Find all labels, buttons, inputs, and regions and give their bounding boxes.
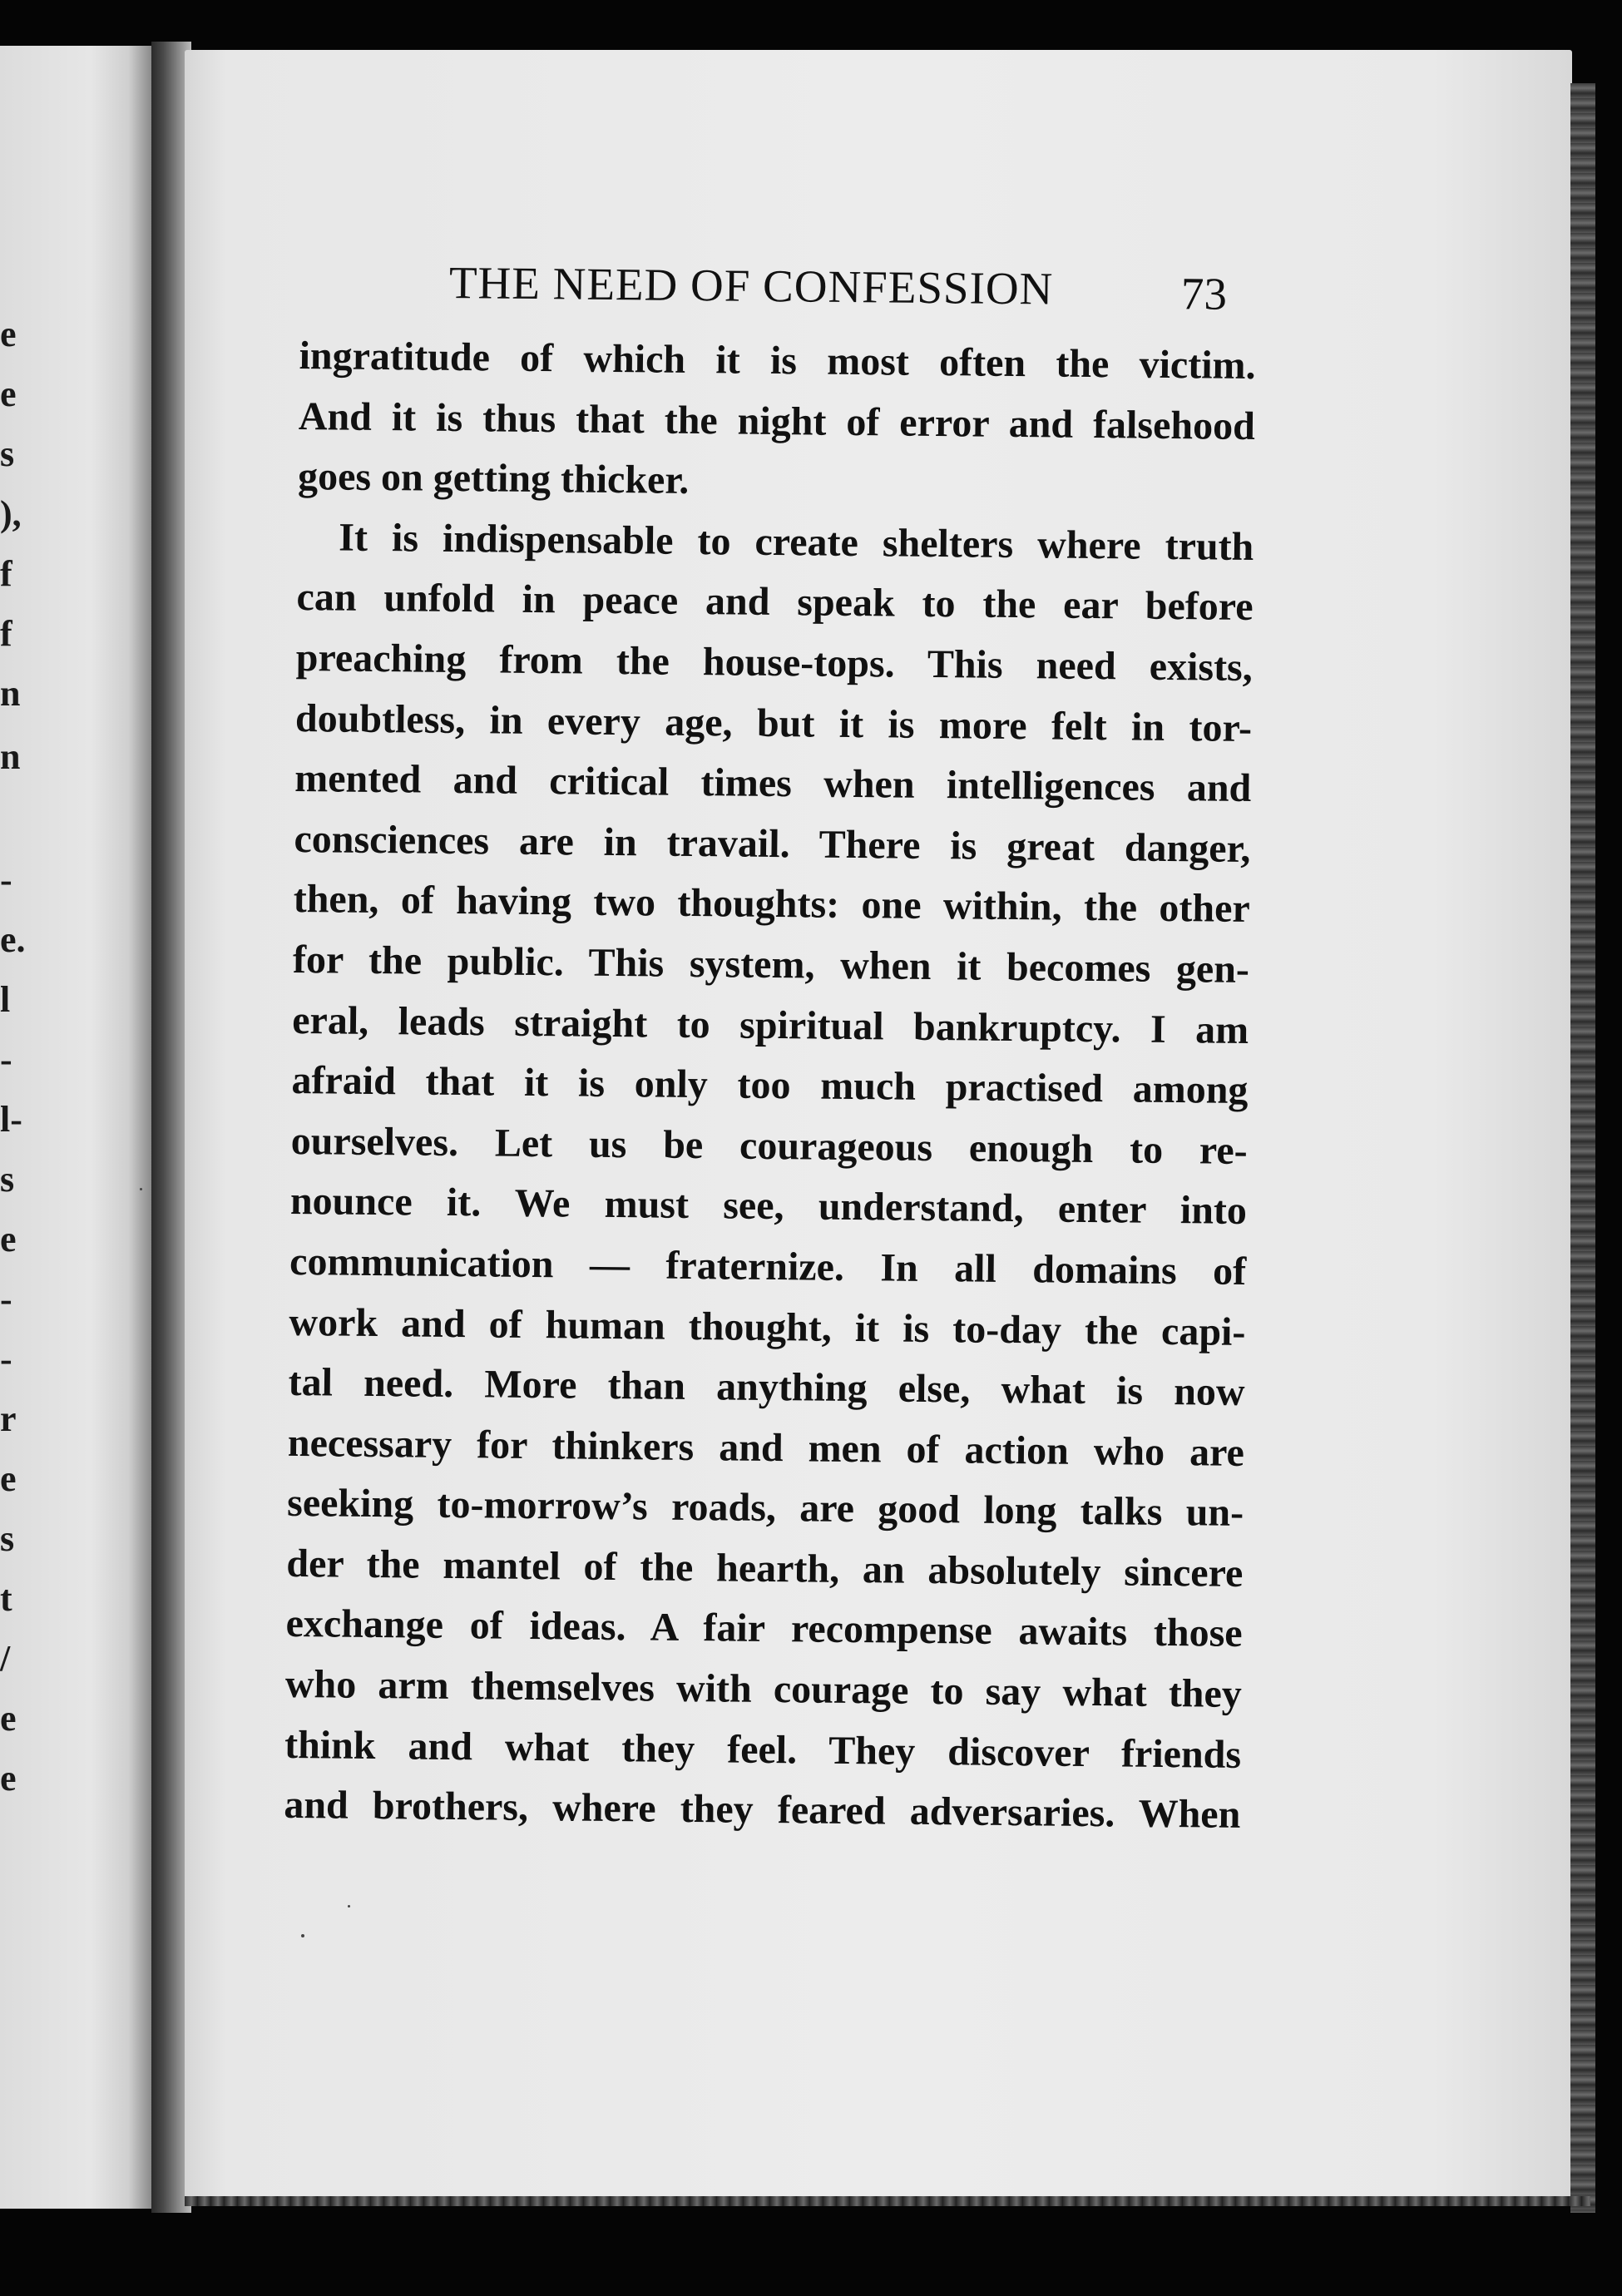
left-fragment: r bbox=[0, 1398, 17, 1439]
text-line: consciences are in travail. There is great danger, bbox=[294, 816, 1251, 871]
text-line: goes on getting thicker. bbox=[297, 454, 690, 503]
left-fragment: e. bbox=[0, 919, 26, 960]
text-line: for the public. This system, when it becomes gen- bbox=[292, 937, 1250, 992]
text-line: ingratitude of which it is most often the victim. bbox=[299, 333, 1256, 388]
bottom-page-edge bbox=[185, 2196, 1590, 2206]
text-line: who arm themselves with courage to say what they bbox=[284, 1661, 1243, 1717]
left-fragment: / bbox=[0, 1638, 11, 1679]
scan-speck bbox=[301, 1934, 304, 1937]
left-fragment: e bbox=[0, 1219, 17, 1259]
text-line: work and of human thought, it is to-day the capi- bbox=[289, 1299, 1246, 1354]
scan-speck bbox=[140, 1188, 142, 1190]
text-line: nounce it. We must see, understand, enter into bbox=[289, 1179, 1248, 1234]
left-fragment: e bbox=[0, 1758, 17, 1799]
text-line: necessary for thinkers and men of action who are bbox=[287, 1420, 1245, 1475]
left-fragment: - bbox=[0, 1279, 12, 1319]
text-line: ourselves. Let us be courageous enough to re- bbox=[290, 1118, 1248, 1173]
text-line: der the mantel of the hearth, an absolutely sincere bbox=[286, 1541, 1244, 1596]
text-line: exchange of ideas. A fair recompense awaits those bbox=[285, 1601, 1243, 1656]
text-line: think and what they feel. They discover friends bbox=[284, 1722, 1242, 1777]
running-head bbox=[449, 256, 1265, 323]
left-fragment: e bbox=[0, 1458, 17, 1499]
text-line: preaching from the house-tops. This need exists, bbox=[295, 635, 1254, 690]
text-line: then, of having two thoughts: one within, the other bbox=[293, 877, 1251, 932]
text-line: and brothers, where they feared adversaries. When bbox=[284, 1783, 1241, 1838]
left-fragment: s bbox=[0, 1159, 15, 1200]
left-fragment: n bbox=[0, 736, 21, 777]
text-line: doubtless, in every age, but it is more felt in tor- bbox=[294, 695, 1253, 750]
scan-speck bbox=[348, 1905, 350, 1908]
left-fragment: s bbox=[0, 433, 15, 474]
text-line: communication — fraternize. In all domains of bbox=[289, 1239, 1247, 1294]
left-fragment: e bbox=[0, 1698, 17, 1739]
text-line: mented and critical times when intelligences and bbox=[294, 756, 1252, 811]
text-line: can unfold in peace and speak to the ear before bbox=[296, 575, 1254, 630]
left-fragment: - bbox=[0, 859, 12, 900]
text-line: tal need. More than anything else, what is now bbox=[288, 1360, 1245, 1415]
left-fragment: e bbox=[0, 374, 17, 414]
left-fragment: l- bbox=[0, 1099, 22, 1140]
text-line: afraid that it is only too much practised among bbox=[291, 1058, 1249, 1113]
page-number: 73 bbox=[1180, 268, 1228, 319]
left-fragment: f bbox=[0, 553, 12, 594]
left-fragment: ), bbox=[0, 493, 22, 534]
text-line: eral, leads straight to spiritual bankruptcy. I am bbox=[291, 997, 1249, 1052]
left-fragment: - bbox=[0, 1339, 12, 1379]
text-line: And it is thus that the night of error and falsehood bbox=[298, 393, 1256, 448]
left-fragment: f bbox=[0, 613, 12, 654]
left-fragment: n bbox=[0, 673, 21, 714]
left-fragment: - bbox=[0, 1039, 12, 1080]
left-fragment: e bbox=[0, 314, 17, 354]
text-line: It is indispensable to create shelters where truth bbox=[339, 515, 1254, 569]
left-page-edge bbox=[0, 46, 151, 2209]
left-fragment: t bbox=[0, 1578, 12, 1619]
right-page-edge bbox=[1570, 83, 1595, 2213]
body-text bbox=[284, 326, 1256, 1846]
left-fragment: s bbox=[0, 1518, 15, 1559]
text-line: seeking to-morrow’s roads, are good long talks un- bbox=[286, 1481, 1244, 1536]
left-fragment: l bbox=[0, 979, 11, 1020]
chapter-title: THE NEED OF CONFESSION bbox=[448, 257, 1054, 314]
